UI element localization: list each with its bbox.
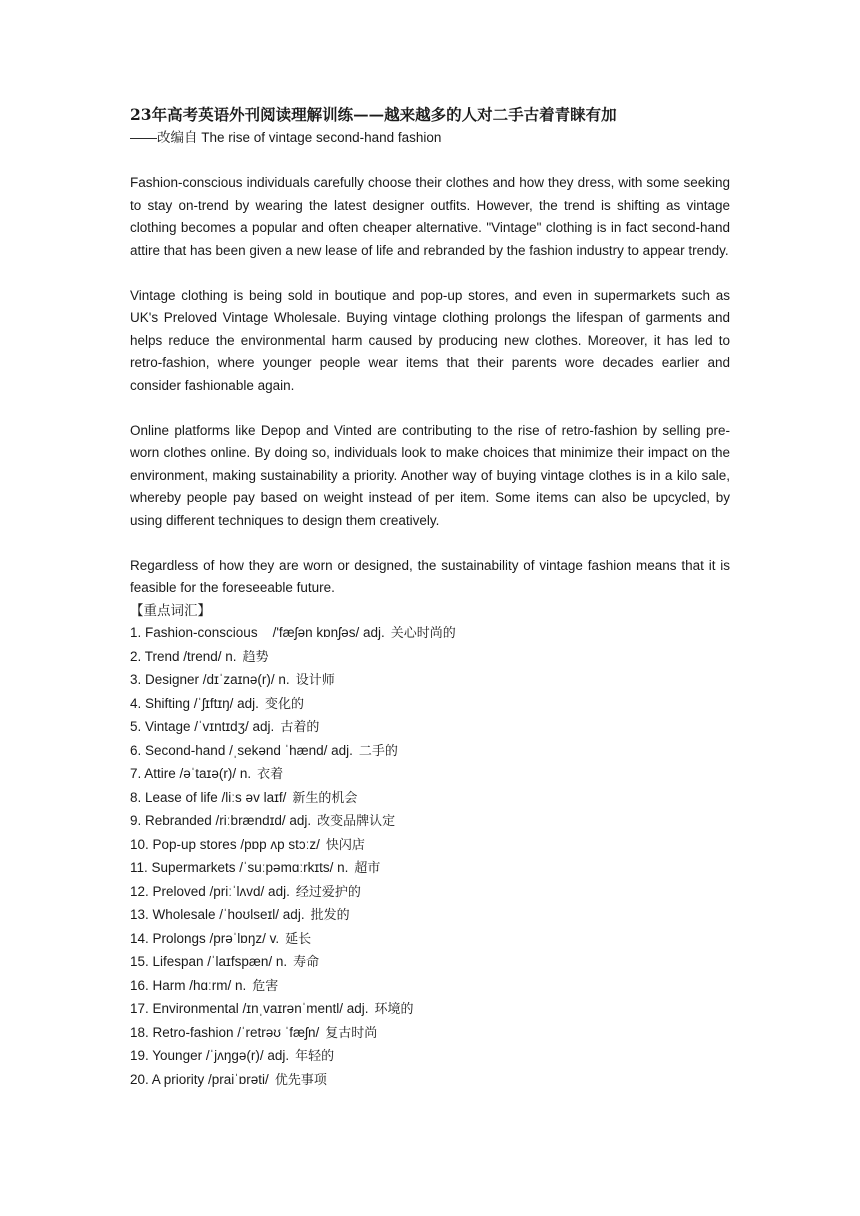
vocab-term: 6. Second-hand /ˌsekənd ˈhænd/ adj.: [130, 742, 353, 758]
vocab-term: 19. Younger /ˈjʌŋgə(r)/ adj.: [130, 1048, 290, 1063]
vocab-item: [130, 998, 730, 1022]
vocab-item: [130, 646, 730, 670]
paragraph-1: Fashion-conscious individuals carefully choose their clothes and how they dress, with some seeking to stay on-trend by wearing the latest designer outfits. However, the trend is shifting as vintage clothing becomes a popular and often cheaper alternative. "Vintage" clothing is in fact second-hand attire that has been given a new lease of life and rebranded by the fashion industry to appear trendy.: [130, 175, 730, 258]
vocab-heading: 【重点词汇】: [130, 602, 211, 619]
vocab-meaning: 衣着: [257, 767, 284, 782]
vocab-item: [130, 881, 730, 905]
vocab-item: [130, 1069, 730, 1093]
document-page: [130, 103, 730, 1092]
vocab-term: 2. Trend /trend/ n.: [130, 648, 237, 664]
vocab-item: [130, 622, 730, 646]
vocab-meaning: 二手的: [358, 743, 398, 759]
vocab-item: [130, 951, 730, 975]
vocab-term: 3. Designer /dɪˈzaɪnə(r)/ n.: [130, 672, 290, 687]
vocab-meaning: 年轻的: [295, 1049, 335, 1064]
vocab-meaning: 寿命: [293, 955, 320, 970]
vocab-item: [130, 740, 730, 764]
vocab-item: [130, 975, 730, 999]
vocab-item: [130, 810, 730, 834]
document-subtitle: ——改编自 The rise of vintage second-hand fashion: [130, 130, 442, 145]
vocab-meaning: 设计师: [295, 673, 335, 688]
vocab-term: 9. Rebranded /riːbrændɪd/ adj.: [130, 813, 312, 828]
vocab-item: [130, 904, 730, 928]
vocab-item: [130, 1045, 730, 1069]
vocab-term: 13. Wholesale /ˈhoʊlseɪl/ adj.: [130, 907, 305, 922]
vocab-term: 20. A priority /praiˈɒrəti/: [130, 1071, 269, 1087]
vocab-term: 5. Vintage /ˈvɪntɪdʒ/ adj.: [130, 719, 275, 734]
vocab-term: 11. Supermarkets /ˈsuːpəmɑːrkɪts/ n.: [130, 860, 349, 875]
vocab-term: 14. Prolongs /prəˈlɒŋz/ v.: [130, 930, 280, 946]
vocab-item: [130, 669, 730, 693]
vocab-meaning: 超市: [354, 861, 381, 876]
vocab-term: 4. Shifting /ˈʃɪftɪŋ/ adj.: [130, 695, 259, 711]
vocab-term: 15. Lifespan /ˈlaɪfspæn/ n.: [130, 954, 288, 969]
vocab-term: 8. Lease of life /liːs əv laɪf/: [130, 789, 287, 805]
vocab-list: [130, 622, 730, 1092]
vocab-term: 10. Pop-up stores /pɒp ʌp stɔːz/: [130, 836, 320, 852]
vocab-item: [130, 857, 730, 881]
vocab-meaning: 环境的: [374, 1002, 414, 1017]
vocab-meaning: 危害: [252, 978, 279, 994]
vocab-meaning: 古着的: [280, 720, 320, 735]
vocab-term: 12. Preloved /priːˈlʌvd/ adj.: [130, 883, 290, 899]
vocab-item: [130, 928, 730, 952]
vocab-meaning: 优先事项: [274, 1072, 327, 1088]
vocab-meaning: 快闪店: [325, 837, 365, 853]
vocab-item: [130, 787, 730, 811]
document-title: 23年高考英语外刊阅读理解训练——越来越多的人对二手古着青睐有加: [130, 105, 617, 124]
vocab-item: [130, 834, 730, 858]
vocab-item: [130, 763, 730, 787]
vocab-meaning: 改变品牌认定: [317, 814, 396, 829]
vocab-term: 17. Environmental /ɪnˌvaɪrənˈmentl/ adj.: [130, 1001, 369, 1016]
paragraph-3: Online platforms like Depop and Vinted are contributing to the rise of retro-fashion by selling pre-worn clothes online. By doing so, individuals look to make choices that minimize their impact on the environment, making sustainability a priority. Another way of buying vintage clothes is in a kilo sale, whereby people pay based on weight instead of per item. Some items can also be upcycled, by using different techniques to design them creatively.: [130, 422, 730, 528]
paragraph-2: Vintage clothing is being sold in boutique and pop-up stores, and even in supermarkets such as UK's Preloved Vintage Wholesale. Buying vintage clothing prolongs the lifespan of garments and helps reduce the environmental harm caused by producing new clothes. Moreover, it has led to retro-fashion, where younger people wear items that their parents wore decades earlier and consider fashionable again.: [130, 287, 730, 393]
paragraph-4: Regardless of how they are worn or designed, the sustainability of vintage fashion means that it is feasible for the foreseeable future.: [130, 557, 730, 595]
vocab-meaning: 新生的机会: [292, 790, 358, 806]
vocab-term: 16. Harm /hɑːrm/ n.: [130, 977, 247, 993]
vocab-meaning: 经过爱护的: [295, 884, 361, 900]
vocab-meaning: 关心时尚的: [390, 626, 456, 641]
vocab-meaning: 变化的: [264, 696, 304, 712]
vocab-meaning: 趋势: [242, 649, 269, 665]
vocab-item: [130, 1022, 730, 1046]
vocab-meaning: 批发的: [310, 908, 350, 923]
vocab-item: [130, 716, 730, 740]
vocab-term: 7. Attire /əˈtaɪə(r)/ n.: [130, 766, 252, 781]
vocab-item: [130, 693, 730, 717]
vocab-term: 18. Retro-fashion /ˈretrəʊ ˈfæʃn/: [130, 1024, 320, 1040]
vocab-meaning: 延长: [285, 931, 312, 947]
vocab-term: 1. Fashion-conscious /'fæʃən kɒnʃəs/ adj.: [130, 625, 385, 640]
vocab-meaning: 复古时尚: [325, 1025, 378, 1041]
